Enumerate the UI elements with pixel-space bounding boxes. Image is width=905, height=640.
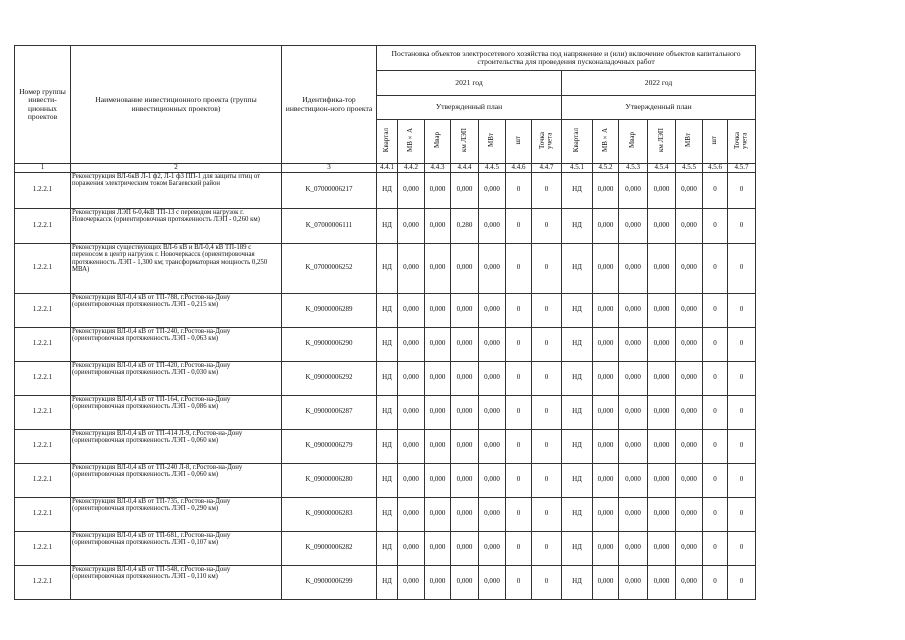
value-2021-cell: 0,000: [425, 243, 451, 293]
project-id-cell: K_07000006217: [282, 172, 377, 208]
project-id-cell: K_09000006279: [282, 429, 377, 463]
group-number-cell: 1.2.2.1: [15, 361, 71, 395]
value-2022-cell: 0: [728, 395, 756, 429]
value-2022-cell: НД: [562, 429, 593, 463]
value-2021-cell: 0,000: [479, 208, 506, 243]
value-2022-cell: НД: [562, 531, 593, 565]
column-number: 4.4.5: [479, 164, 506, 173]
value-2021-cell: 0,000: [398, 361, 425, 395]
header-plan-2022: Утвержденный план: [562, 96, 756, 120]
value-2022-cell: НД: [562, 293, 593, 327]
value-2021-cell: НД: [377, 293, 398, 327]
subheader-label: км ЛЭП: [656, 128, 665, 153]
value-2022-cell: НД: [562, 327, 593, 361]
value-2021-cell: 0,000: [398, 395, 425, 429]
value-2022-cell: 0: [728, 531, 756, 565]
value-2022-cell: 0: [728, 243, 756, 293]
value-2022-cell: НД: [562, 565, 593, 599]
value-2021-cell: НД: [377, 565, 398, 599]
value-2021-cell: 0,000: [398, 172, 425, 208]
column-number: 2: [71, 164, 282, 173]
value-2022-cell: 0,000: [676, 429, 703, 463]
value-2022-cell: 0,000: [619, 395, 648, 429]
value-2021-cell: 0: [532, 565, 562, 599]
subheader-2022-1: [562, 120, 593, 164]
subheader-2021-6: [506, 120, 532, 164]
value-2021-cell: 0: [532, 429, 562, 463]
subheader-2021-5: [479, 120, 506, 164]
value-2021-cell: 0,000: [398, 497, 425, 531]
value-2022-cell: 0,000: [593, 565, 619, 599]
value-2022-cell: 0,000: [648, 429, 676, 463]
value-2021-cell: 0: [532, 395, 562, 429]
header-project-name: Наименование инвестиционного проекта (группы инвестиционных проектов): [71, 46, 282, 164]
value-2022-cell: 0: [728, 293, 756, 327]
group-number-cell: 1.2.2.1: [15, 395, 71, 429]
value-2022-cell: 0: [703, 172, 728, 208]
column-number: 4.5.6: [703, 164, 728, 173]
value-2022-cell: НД: [562, 497, 593, 531]
value-2021-cell: 0: [532, 327, 562, 361]
table-row: [15, 395, 756, 429]
value-2021-cell: 0: [506, 327, 532, 361]
value-2021-cell: 0: [532, 208, 562, 243]
project-id-cell: K_07000006252: [282, 243, 377, 293]
value-2021-cell: 0,000: [425, 327, 451, 361]
value-2022-cell: 0: [703, 463, 728, 497]
value-2022-cell: 0: [703, 531, 728, 565]
subheader-2021-2: [398, 120, 425, 164]
project-name-cell: Реконструкция ЛЭП 6-0,4кВ ТП-13 с переводом нагрузок г. Новочеркасск (ориентировочная протяженность ЛЭП - 0,260 км): [71, 208, 282, 243]
value-2022-cell: 0,000: [593, 531, 619, 565]
value-2021-cell: 0,000: [425, 395, 451, 429]
value-2021-cell: 0,000: [398, 243, 425, 293]
column-number: 1: [15, 164, 71, 173]
subheader-2022-2: [593, 120, 619, 164]
value-2022-cell: НД: [562, 463, 593, 497]
column-number: 4.5.3: [619, 164, 648, 173]
value-2022-cell: 0,000: [676, 463, 703, 497]
subheader-2021-3: [425, 120, 451, 164]
value-2021-cell: 0: [506, 497, 532, 531]
value-2022-cell: 0: [703, 243, 728, 293]
subheader-2022-4: [648, 120, 676, 164]
project-name-cell: Реконструкция ВЛ-0,4 кВ от ТП-414 Л-9, г.Ростов-на-Дону (ориентировочная протяженность ЛЭП - 0,060 км): [71, 429, 282, 463]
project-name-cell: Реконструкция ВЛ-0,4 кВ от ТП-240, г.Ростов-на-Дону (ориентировочная протяженность ЛЭП - 0,063 км): [71, 327, 282, 361]
value-2022-cell: 0,000: [593, 243, 619, 293]
project-id-cell: K_09000006287: [282, 395, 377, 429]
value-2021-cell: 0,000: [451, 172, 479, 208]
value-2021-cell: НД: [377, 243, 398, 293]
subheader-label: Квартал: [382, 128, 391, 153]
subheader-label: МВт: [684, 133, 693, 148]
column-number: 3: [282, 164, 377, 173]
value-2022-cell: 0,000: [676, 395, 703, 429]
value-2021-cell: 0,000: [479, 463, 506, 497]
value-2021-cell: НД: [377, 208, 398, 243]
value-2022-cell: 0,000: [593, 463, 619, 497]
project-name-cell: Реконструкция ВЛ-6кВ Л-1 ф2, Л-1 ф3 ПП-1 для защиты птиц от поражения электрическим током Багаевский район: [71, 172, 282, 208]
value-2021-cell: 0,000: [451, 463, 479, 497]
value-2022-cell: 0,000: [648, 361, 676, 395]
value-2022-cell: 0,000: [619, 565, 648, 599]
value-2022-cell: 0,000: [593, 208, 619, 243]
value-2021-cell: 0,000: [425, 497, 451, 531]
table-row: [15, 361, 756, 395]
value-2021-cell: 0,000: [451, 395, 479, 429]
group-number-cell: 1.2.2.1: [15, 172, 71, 208]
group-number-cell: 1.2.2.1: [15, 293, 71, 327]
value-2022-cell: 0: [728, 361, 756, 395]
value-2021-cell: 0,000: [451, 497, 479, 531]
value-2021-cell: 0,000: [425, 361, 451, 395]
value-2022-cell: 0,000: [676, 327, 703, 361]
value-2021-cell: 0,000: [425, 429, 451, 463]
value-2022-cell: 0: [728, 565, 756, 599]
header-plan-2021: Утвержденный план: [377, 96, 562, 120]
value-2021-cell: 0,000: [451, 429, 479, 463]
value-2022-cell: 0,000: [619, 361, 648, 395]
header-top-title: Постановка объектов электросетевого хозяйства под напряжение и (или) включение объектов капитального строительства для проведения пусконаладочных работ: [377, 46, 756, 71]
value-2021-cell: 0,000: [451, 531, 479, 565]
project-name-cell: Реконструкция ВЛ-0,4 кВ от ТП-681, г.Ростов-на-Дону (ориентировочная протяженность ЛЭП - 0,107 км): [71, 531, 282, 565]
value-2022-cell: 0,000: [648, 243, 676, 293]
value-2021-cell: 0: [506, 208, 532, 243]
table-row: [15, 531, 756, 565]
value-2022-cell: 0: [728, 208, 756, 243]
project-id-cell: K_09000006280: [282, 463, 377, 497]
value-2022-cell: 0: [703, 395, 728, 429]
value-2022-cell: 0,000: [619, 172, 648, 208]
group-number-cell: 1.2.2.1: [15, 565, 71, 599]
value-2021-cell: НД: [377, 395, 398, 429]
value-2022-cell: 0,000: [648, 531, 676, 565]
value-2022-cell: 0,000: [676, 361, 703, 395]
table-row: [15, 208, 756, 243]
table-row: [15, 327, 756, 361]
value-2021-cell: 0,000: [425, 293, 451, 327]
value-2021-cell: 0,280: [451, 208, 479, 243]
table-row: [15, 243, 756, 293]
project-id-cell: K_09000006292: [282, 361, 377, 395]
value-2021-cell: 0,000: [479, 395, 506, 429]
column-number: 4.5.5: [676, 164, 703, 173]
value-2022-cell: НД: [562, 395, 593, 429]
value-2021-cell: 0,000: [479, 531, 506, 565]
subheader-2021-1: [377, 120, 398, 164]
value-2022-cell: НД: [562, 243, 593, 293]
project-name-cell: Реконструкция ВЛ-0,4 кВ от ТП-548, г.Ростов-на-Дону (ориентировочная протяженность ЛЭП - 0,110 км): [71, 565, 282, 599]
value-2022-cell: 0,000: [619, 293, 648, 327]
value-2022-cell: 0,000: [676, 293, 703, 327]
project-name-cell: Реконструкция ВЛ-0,4 кВ от ТП-788, г.Ростов-на-Дону (ориентировочная протяженность ЛЭП - 0,215 км): [71, 293, 282, 327]
group-number-cell: 1.2.2.1: [15, 208, 71, 243]
value-2021-cell: 0,000: [479, 172, 506, 208]
project-name-cell: Реконструкция ВЛ-0,4 кВ от ТП-240 Л-8, г.Ростов-на-Дону (ориентировочная протяженность ЛЭП - 0,060 км): [71, 463, 282, 497]
value-2022-cell: 0,000: [619, 243, 648, 293]
value-2021-cell: 0: [506, 531, 532, 565]
value-2021-cell: 0,000: [451, 565, 479, 599]
value-2022-cell: 0,000: [619, 208, 648, 243]
value-2021-cell: 0,000: [479, 497, 506, 531]
value-2022-cell: 0: [728, 172, 756, 208]
value-2022-cell: 0,000: [648, 395, 676, 429]
table-row: [15, 497, 756, 531]
value-2021-cell: 0: [532, 293, 562, 327]
project-id-cell: K_09000006283: [282, 497, 377, 531]
value-2021-cell: 0: [532, 172, 562, 208]
project-id-cell: K_09000006289: [282, 293, 377, 327]
subheader-2022-6: [703, 120, 728, 164]
project-name-cell: Реконструкция ВЛ-0,4 кВ от ТП-735, г.Ростов-на-Дону (ориентировочная протяженность ЛЭП - 0,290 км): [71, 497, 282, 531]
value-2022-cell: 0,000: [593, 429, 619, 463]
value-2022-cell: 0,000: [648, 293, 676, 327]
value-2022-cell: 0,000: [648, 565, 676, 599]
value-2022-cell: 0,000: [676, 208, 703, 243]
value-2021-cell: 0,000: [398, 463, 425, 497]
value-2021-cell: 0: [506, 463, 532, 497]
value-2022-cell: 0,000: [648, 497, 676, 531]
value-2021-cell: 0: [532, 531, 562, 565]
value-2021-cell: НД: [377, 429, 398, 463]
value-2022-cell: 0,000: [676, 243, 703, 293]
value-2021-cell: 0: [506, 293, 532, 327]
value-2021-cell: 0,000: [398, 327, 425, 361]
table-row: [15, 463, 756, 497]
subheader-2021-7: [532, 120, 562, 164]
value-2022-cell: 0,000: [676, 565, 703, 599]
value-2021-cell: НД: [377, 497, 398, 531]
value-2021-cell: 0,000: [398, 208, 425, 243]
value-2021-cell: 0,000: [479, 327, 506, 361]
value-2021-cell: 0: [532, 497, 562, 531]
table-row: [15, 172, 756, 208]
value-2021-cell: 0,000: [398, 429, 425, 463]
group-number-cell: 1.2.2.1: [15, 463, 71, 497]
value-2022-cell: 0,000: [593, 361, 619, 395]
value-2022-cell: 0,000: [593, 293, 619, 327]
table-row: [15, 429, 756, 463]
value-2022-cell: 0,000: [593, 395, 619, 429]
value-2021-cell: 0: [506, 429, 532, 463]
value-2021-cell: 0,000: [398, 531, 425, 565]
subheader-label: Точка учета: [538, 131, 554, 149]
value-2022-cell: 0: [703, 429, 728, 463]
group-number-cell: 1.2.2.1: [15, 497, 71, 531]
value-2021-cell: 0,000: [425, 172, 451, 208]
subheader-label: МВт: [487, 133, 496, 148]
value-2022-cell: 0: [703, 565, 728, 599]
value-2022-cell: 0,000: [619, 497, 648, 531]
column-number: 4.4.3: [425, 164, 451, 173]
value-2022-cell: 0: [728, 327, 756, 361]
value-2022-cell: 0,000: [676, 497, 703, 531]
project-id-cell: K_07000006111: [282, 208, 377, 243]
project-id-cell: K_09000006299: [282, 565, 377, 599]
value-2022-cell: 0: [728, 429, 756, 463]
column-number: 4.4.7: [532, 164, 562, 173]
value-2022-cell: 0,000: [619, 327, 648, 361]
value-2022-cell: 0,000: [593, 327, 619, 361]
value-2021-cell: 0,000: [451, 243, 479, 293]
subheader-label: км ЛЭП: [459, 128, 468, 153]
value-2022-cell: 0: [728, 463, 756, 497]
subheader-label: Мвар: [628, 132, 637, 149]
subheader-label: Мвар: [432, 132, 441, 149]
value-2021-cell: 0: [506, 361, 532, 395]
subheader-label: МВ×А: [406, 128, 415, 153]
value-2021-cell: 0,000: [479, 565, 506, 599]
value-2021-cell: НД: [377, 172, 398, 208]
value-2021-cell: 0,000: [451, 327, 479, 361]
value-2022-cell: НД: [562, 361, 593, 395]
column-number: 4.4.6: [506, 164, 532, 173]
value-2021-cell: 0,000: [479, 429, 506, 463]
value-2022-cell: 0,000: [648, 172, 676, 208]
value-2021-cell: 0,000: [398, 293, 425, 327]
value-2021-cell: 0,000: [451, 293, 479, 327]
subheader-label: Квартал: [572, 128, 581, 153]
project-name-cell: Реконструкция существующих ВЛ-6 кВ и ВЛ-0,4 кВ ТП-189 с переносом в центр нагрузок г. Новочеркасск (ориентировочная протяженность ЛЭП - 1,300 км; трансформаторная мощность 0,250 МВА): [71, 243, 282, 293]
value-2022-cell: 0: [703, 327, 728, 361]
header-group-number: Номер группы инвести-ционных проектов: [15, 46, 71, 164]
value-2021-cell: НД: [377, 463, 398, 497]
column-number: 4.4.1: [377, 164, 398, 173]
column-number: 4.5.7: [728, 164, 756, 173]
subheader-2022-7: [728, 120, 756, 164]
value-2022-cell: НД: [562, 172, 593, 208]
subheader-2021-4: [451, 120, 479, 164]
header-year-2021: 2021 год: [377, 71, 562, 96]
value-2021-cell: 0: [532, 361, 562, 395]
value-2021-cell: 0,000: [425, 208, 451, 243]
value-2022-cell: 0,000: [648, 327, 676, 361]
value-2022-cell: 0,000: [648, 463, 676, 497]
value-2022-cell: 0,000: [676, 531, 703, 565]
value-2021-cell: 0,000: [425, 463, 451, 497]
value-2021-cell: 0,000: [425, 565, 451, 599]
column-number: 4.5.1: [562, 164, 593, 173]
value-2022-cell: 0,000: [593, 172, 619, 208]
subheader-label: шт: [513, 135, 522, 145]
value-2021-cell: 0: [506, 172, 532, 208]
value-2022-cell: 0: [728, 497, 756, 531]
column-number: 4.5.4: [648, 164, 676, 173]
value-2022-cell: 0,000: [593, 497, 619, 531]
value-2021-cell: 0,000: [451, 361, 479, 395]
value-2021-cell: 0,000: [479, 293, 506, 327]
subheader-2022-5: [676, 120, 703, 164]
value-2022-cell: 0: [703, 497, 728, 531]
value-2021-cell: НД: [377, 531, 398, 565]
value-2021-cell: 0: [532, 463, 562, 497]
project-id-cell: K_09000006290: [282, 327, 377, 361]
value-2021-cell: 0,000: [479, 243, 506, 293]
header-year-2022: 2022 год: [562, 71, 756, 96]
value-2021-cell: 0: [506, 243, 532, 293]
value-2022-cell: 0,000: [648, 208, 676, 243]
subheader-label: МВ×А: [600, 128, 609, 153]
column-number: 4.5.2: [593, 164, 619, 173]
subheader-2022-3: [619, 120, 648, 164]
column-number: 4.4.2: [398, 164, 425, 173]
project-id-cell: K_09000006282: [282, 531, 377, 565]
value-2022-cell: 0,000: [619, 463, 648, 497]
value-2021-cell: 0: [532, 243, 562, 293]
table-row: [15, 293, 756, 327]
value-2022-cell: 0,000: [619, 531, 648, 565]
value-2022-cell: 0,000: [619, 429, 648, 463]
value-2022-cell: 0: [703, 208, 728, 243]
subheader-label: Точка учета: [733, 131, 749, 149]
value-2021-cell: 0,000: [425, 531, 451, 565]
value-2021-cell: НД: [377, 327, 398, 361]
value-2021-cell: 0,000: [398, 565, 425, 599]
group-number-cell: 1.2.2.1: [15, 531, 71, 565]
project-name-cell: Реконструкция ВЛ-0,4 кВ от ТП-420, г.Ростов-на-Дону (ориентировочная протяженность ЛЭП - 0,030 км): [71, 361, 282, 395]
value-2022-cell: 0: [703, 293, 728, 327]
header-identifier: Идентифика-тор инвестицион-ного проекта: [282, 46, 377, 164]
value-2021-cell: 0,000: [479, 361, 506, 395]
value-2021-cell: 0: [506, 395, 532, 429]
column-number: 4.4.4: [451, 164, 479, 173]
value-2022-cell: НД: [562, 208, 593, 243]
value-2021-cell: НД: [377, 361, 398, 395]
value-2022-cell: 0: [703, 361, 728, 395]
group-number-cell: 1.2.2.1: [15, 327, 71, 361]
project-name-cell: Реконструкция ВЛ-0,4 кВ от ТП-164, г.Ростов-на-Дону (ориентировочная протяженность ЛЭП - 0,086 км): [71, 395, 282, 429]
value-2022-cell: 0,000: [676, 172, 703, 208]
group-number-cell: 1.2.2.1: [15, 243, 71, 293]
value-2021-cell: 0: [506, 565, 532, 599]
group-number-cell: 1.2.2.1: [15, 429, 71, 463]
table-row: [15, 565, 756, 599]
subheader-label: шт: [710, 135, 719, 145]
investment-table: [14, 45, 756, 600]
